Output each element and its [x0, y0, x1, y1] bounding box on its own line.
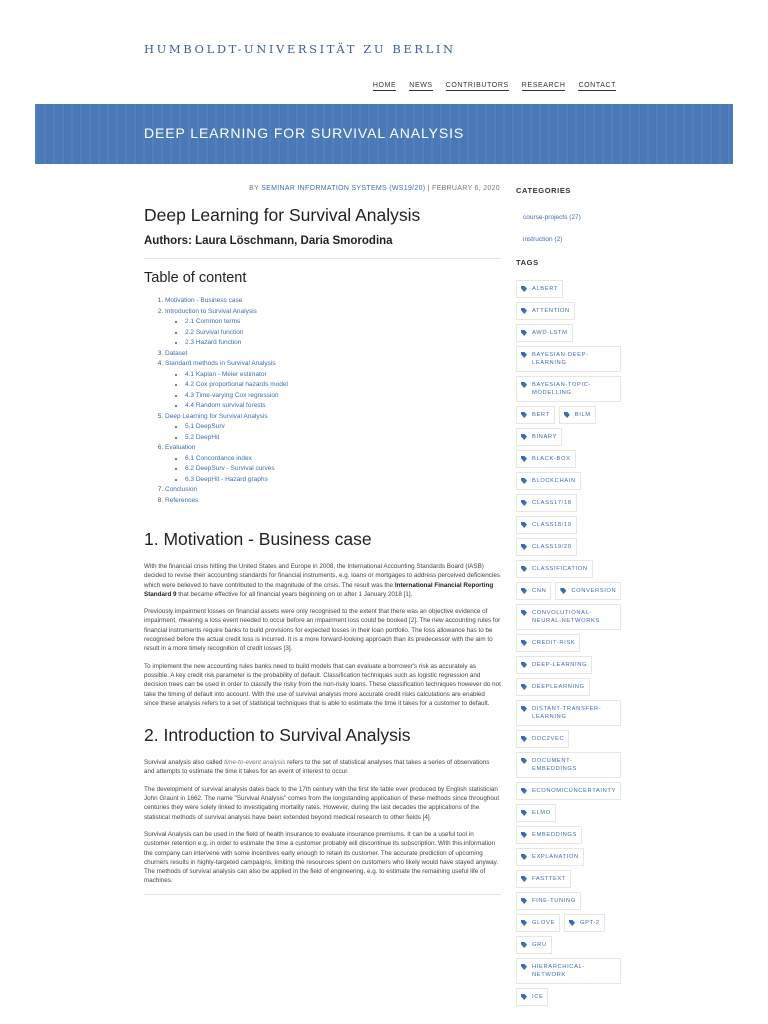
toc-subitem: [185, 380, 501, 391]
section-1-paragraph-2: Previously impairment losses on financial assets were only recognised to the extent that there was an objective evidence of impairment, meaning a loss event needed to occur before an impairment loss could be booked [2]. The new accounting rules for financial instruments require banks to build provisions for expected losses in their loan portfolio. The loss allowance has to be recognised before the actual credit loss is incurred. It is a more forward-looking approach than its predecessor with the aim to result in a more timely recognition of credit losses [3].: [144, 608, 501, 653]
tag-link[interactable]: [516, 848, 584, 866]
tag-label: CONVERSION: [571, 588, 617, 594]
tag-link[interactable]: [516, 678, 590, 696]
tag-label: BLACK-BOX: [532, 456, 571, 462]
tag-link[interactable]: [516, 324, 573, 342]
ifrs9-bold: International Financial Reporting Standard 9: [144, 581, 494, 598]
meta-author-link[interactable]: SEMINAR INFORMATION SYSTEMS (WS19/20): [261, 185, 426, 192]
tag-icon: [521, 758, 527, 764]
tag-label: DISTANT-TRANSFER-LEARNING: [532, 706, 602, 720]
toc-sublink[interactable]: 4.2 Cox proportional hazards model: [185, 381, 288, 388]
tag-icon: [521, 456, 527, 462]
tag-link[interactable]: [516, 892, 581, 910]
tag-icon: [521, 566, 527, 572]
tag-link[interactable]: [516, 914, 560, 932]
divider: [144, 258, 501, 259]
section-2-paragraph-1: [144, 758, 501, 777]
tag-icon: [521, 640, 527, 646]
toc-item: [165, 496, 501, 507]
tag-icon: [521, 286, 527, 292]
toc-sublink[interactable]: 4.3 Time-varying Cox regression: [185, 391, 279, 399]
toc-sublink[interactable]: 6.2 DeepSurv - Survival curves: [185, 465, 275, 472]
toc-subitem: [185, 475, 501, 486]
tag-icon: [564, 412, 570, 418]
tag-label: BERT: [532, 412, 550, 418]
toc-subitem: [185, 328, 501, 339]
section-1-paragraph-3: To implement the new accounting rules banks need to build models that can evaluate a borrower's risk as accurately as possible. A key credit risk parameter is the probability of default. Classification techniques such as logistic regression and decision trees can be used in order to classify the risky from the non-risky loans. These classification techniques however do not take the timing of default into account. With the use of survival analysis more accurate credit risks calculations are enabled since these analysis refers to a set of statistical techniques that is able to estimate the time it takes for a customer to default.: [144, 662, 501, 707]
tag-icon: [521, 684, 527, 690]
tag-label: DOC2VEC: [532, 736, 565, 742]
tag-icon: [521, 610, 527, 616]
tag-icon: [521, 500, 527, 506]
tag-icon: [521, 522, 527, 528]
toc-subitem: [185, 370, 501, 381]
tag-icon: [521, 942, 527, 948]
tag-icon: [521, 412, 527, 418]
toc-link[interactable]: Dataset: [165, 349, 188, 357]
tag-label: CNN: [532, 588, 547, 594]
top-navigation: [373, 82, 616, 91]
tag-icon: [521, 588, 527, 594]
tag-label: ELMO: [532, 810, 551, 816]
tag-label: BINARY: [532, 434, 558, 440]
tag-label: BAYESIAN-DEEP-LEARNING: [532, 352, 589, 366]
tag-icon: [521, 544, 527, 550]
tag-label: FASTTEXT: [532, 876, 567, 882]
tag-icon: [521, 920, 527, 926]
tag-label: ALBERT: [532, 286, 559, 292]
tag-label: CLASS17/18: [532, 500, 572, 506]
toc-item: [165, 443, 501, 485]
toc-sublink[interactable]: 5.1 DeepSurv: [185, 423, 225, 430]
toc-link[interactable]: Conclusion: [165, 486, 198, 493]
toc-link[interactable]: Standard methods in Survival Analysis: [165, 360, 276, 367]
toc-subitem: [185, 464, 501, 475]
tag-icon: [521, 832, 527, 838]
post-meta: [249, 185, 500, 192]
toc-link[interactable]: Deep Learning for Survival Analysis: [165, 412, 268, 420]
article-authors: Authors: Laura Löschmann, Daria Smorodina: [144, 235, 393, 247]
nav-home[interactable]: HOME: [372, 82, 397, 89]
tag-label: ECONOMICUNCERTAINTY: [532, 788, 616, 794]
italic-term: time-to-event analysis: [224, 759, 286, 767]
toc-sublist: [165, 422, 501, 443]
tag-icon: [521, 964, 527, 970]
tag-label: GPT-2: [579, 920, 600, 926]
table-of-contents: [144, 296, 501, 506]
site-title[interactable]: HUMBOLDT-UNIVERSITÄT ZU BERLIN: [144, 42, 456, 56]
tag-link[interactable]: [516, 346, 621, 372]
article-title: Deep Learning for Survival Analysis: [144, 205, 421, 225]
tag-icon: [521, 706, 527, 712]
tag-link[interactable]: [516, 700, 621, 726]
article: [144, 204, 501, 895]
tag-icon: [521, 330, 527, 336]
toc-subitem: [185, 391, 501, 402]
tag-label: GLOVE: [532, 920, 555, 926]
tag-label: GRU: [532, 942, 547, 948]
tag-label: DOCUMENT-EMBEDDINGS: [532, 758, 577, 772]
toc-sublink[interactable]: 5.2 DeepHit: [185, 433, 220, 441]
tag-label: FINE-TUNING: [532, 898, 576, 904]
toc-sublink[interactable]: 2.2 Survival function: [185, 328, 244, 336]
toc-sublink[interactable]: 2.1 Common terms: [185, 318, 241, 325]
tag-label: DEEP-LEARNING: [532, 662, 588, 668]
tag-link[interactable]: [559, 406, 596, 424]
nav-news[interactable]: NEWS: [409, 82, 433, 89]
toc-sublist: [165, 317, 501, 349]
tag-icon: [560, 588, 566, 594]
tag-icon: [521, 876, 527, 882]
tag-label: CONVOLUTIONAL-NEURAL-NETWORKS: [532, 610, 600, 624]
tag-label: CLASS18/19: [532, 522, 572, 528]
tag-icon: [521, 810, 527, 816]
section-2-paragraph-2: The development of survival analysis dates back to the 17th century with the first life table ever produced by English statistician John Graunt in 1662. The name "Survival Analysis" comes from the longstanding application of these methods since throughout centuries they were solely linked to investigating mortality rates. However, during the last decades the applications of the statistical methods of survival analysis have been extended beyond medical research to other fields [4].: [144, 785, 500, 821]
section-1-heading: 1. Motivation - Business case: [144, 529, 372, 549]
banner-title: DEEP LEARNING FOR SURVIVAL ANALYSIS: [144, 125, 465, 141]
tag-link[interactable]: [516, 936, 552, 954]
tag-link[interactable]: [516, 870, 571, 888]
tag-link[interactable]: [516, 428, 562, 446]
tag-label: EMBEDDINGS: [532, 832, 577, 838]
toc-item: [165, 296, 501, 307]
tag-icon: [521, 352, 527, 358]
category-link[interactable]: course-projects (27): [523, 214, 581, 221]
tag-icon: [521, 736, 527, 742]
toc-item: [165, 485, 501, 496]
toc-heading: Table of content: [144, 270, 247, 286]
tag-link[interactable]: [516, 782, 621, 800]
toc-list: [144, 296, 501, 506]
tag-link[interactable]: [516, 406, 555, 424]
text: Survival analysis also called: [144, 759, 225, 767]
tag-label: EXPLANATION: [532, 854, 579, 860]
sidebar: [516, 186, 626, 1006]
tag-link[interactable]: [516, 804, 556, 822]
tags-heading: TAGS: [516, 258, 539, 267]
tag-link[interactable]: [516, 752, 621, 778]
tag-icon: [521, 478, 527, 484]
tag-icon: [521, 382, 527, 388]
tag-icon: [521, 994, 527, 1000]
page-banner: [35, 104, 733, 164]
categories-heading: CATEGORIES: [516, 186, 572, 195]
toc-subitem: [185, 454, 501, 465]
tag-label: BILM: [574, 412, 591, 418]
tag-label: CLASS19/20: [532, 544, 572, 550]
tag-link[interactable]: [516, 494, 577, 512]
tag-link[interactable]: [516, 376, 621, 402]
toc-subitem: [185, 433, 501, 444]
toc-sublist: [165, 454, 501, 486]
tag-label: CREDIT-RISK: [532, 640, 576, 646]
tag-link[interactable]: [516, 826, 582, 844]
meta-by: BY: [249, 185, 259, 192]
toc-sublink[interactable]: 6.3 DeepHit - Hazard graphs: [185, 475, 268, 483]
section-2-paragraph-3: Survival Analysis can be used in the field of health insurance to evaluate insurance premiums. It can be a useful tool in customer retention e.g. in order to estimate the time a customer probably will discontinue its subscription. With this information the company can intervene with some incentives early enough to retain its customer. The accurate prediction of upcoming churners results in highly-targeted campaigns, limiting the resources spent on customers who likely would have stayed anyway. The methods of survival analysis can also be applied in the field of engineering, e.g. to estimate the remaining useful life of machines.: [144, 830, 499, 885]
section-1-paragraph-1: [144, 562, 501, 599]
tag-label: DEEPLEARNING: [532, 684, 585, 690]
toc-link[interactable]: Motivation - Business case: [165, 297, 243, 304]
toc-sublist: [165, 370, 501, 412]
tag-link[interactable]: [555, 582, 621, 600]
nav-research[interactable]: RESEARCH: [521, 82, 566, 89]
tag-link[interactable]: [516, 450, 576, 468]
toc-sublink[interactable]: 4.4 Random survival forests: [185, 402, 266, 409]
tag-link[interactable]: [516, 302, 575, 320]
tag-link[interactable]: [516, 472, 581, 490]
toc-link[interactable]: Evaluation: [165, 444, 196, 451]
tag-icon: [521, 434, 527, 440]
text: that became effective for all financial years beginning on or after 1 January 2018 [1].: [176, 590, 413, 598]
category-list: [516, 214, 626, 243]
tag-cloud: [516, 280, 624, 1006]
tag-icon: [521, 662, 527, 668]
tag-link[interactable]: [516, 582, 551, 600]
tag-link[interactable]: [516, 604, 621, 630]
toc-subitem: [185, 317, 501, 328]
tag-label: BAYESIAN-TOPIC-MODELLING: [532, 382, 592, 396]
toc-subitem: [185, 422, 501, 433]
tag-icon: [521, 308, 527, 314]
toc-sublink[interactable]: 4.1 Kaplan - Meier estimator: [185, 370, 267, 378]
toc-link[interactable]: References: [165, 496, 199, 504]
tag-icon: [521, 854, 527, 860]
tag-label: ATTENTION: [532, 308, 570, 314]
tag-link[interactable]: [516, 516, 577, 534]
tag-link[interactable]: [516, 538, 577, 556]
text: refers to the set of statistical analyses that takes a series of observations and attempts to estimate the time it takes for an event of interest to occur.: [144, 759, 490, 776]
tag-icon: [521, 898, 527, 904]
tag-link[interactable]: [516, 988, 548, 1006]
tag-label: ICE: [532, 994, 544, 1000]
toc-item: [165, 349, 501, 360]
toc-sublink[interactable]: 2.3 Hazard function: [185, 339, 242, 346]
tag-link[interactable]: [516, 634, 580, 652]
divider: [144, 894, 501, 895]
tag-icon: [569, 920, 575, 926]
tag-link[interactable]: [516, 560, 593, 578]
tag-label: HIERARCHICAL-NETWORK: [532, 964, 585, 978]
toc-item: [165, 307, 501, 349]
toc-sublink[interactable]: 6.1 Concordance index: [185, 454, 252, 462]
tag-link[interactable]: [564, 914, 605, 932]
tag-label: BLOCKCHAIN: [532, 478, 576, 484]
tag-icon: [521, 788, 527, 794]
meta-date: | FEBRUARY 6, 2020: [427, 185, 500, 192]
tag-link[interactable]: [516, 656, 592, 674]
toc-item: [165, 412, 501, 444]
nav-contact[interactable]: CONTACT: [578, 82, 616, 89]
tag-label: AWD-LSTM: [532, 330, 568, 336]
category-link[interactable]: instruction (2): [523, 236, 563, 243]
toc-item: [165, 359, 501, 412]
tag-link[interactable]: [516, 280, 563, 298]
tag-label: CLASSIFICATION: [532, 566, 588, 572]
section-2-heading: 2. Introduction to Survival Analysis: [144, 725, 411, 746]
tag-link[interactable]: [516, 730, 569, 748]
toc-subitem: [185, 401, 501, 412]
tag-link[interactable]: [516, 958, 621, 984]
toc-link[interactable]: Introduction to Survival Analysis: [165, 307, 257, 315]
nav-contributors[interactable]: CONTRIBUTORS: [445, 82, 509, 89]
toc-subitem: [185, 338, 501, 349]
text: With the financial crisis hitting the United States and Europe in 2008, the International Accounting Standards Board (IASB) decided to revise their accounting standards for financial instruments, e.g. loans or mortgages to address perceived deficiencies which were believed to have contributed to the magnitude of the crisis. The result was the: [144, 563, 500, 589]
